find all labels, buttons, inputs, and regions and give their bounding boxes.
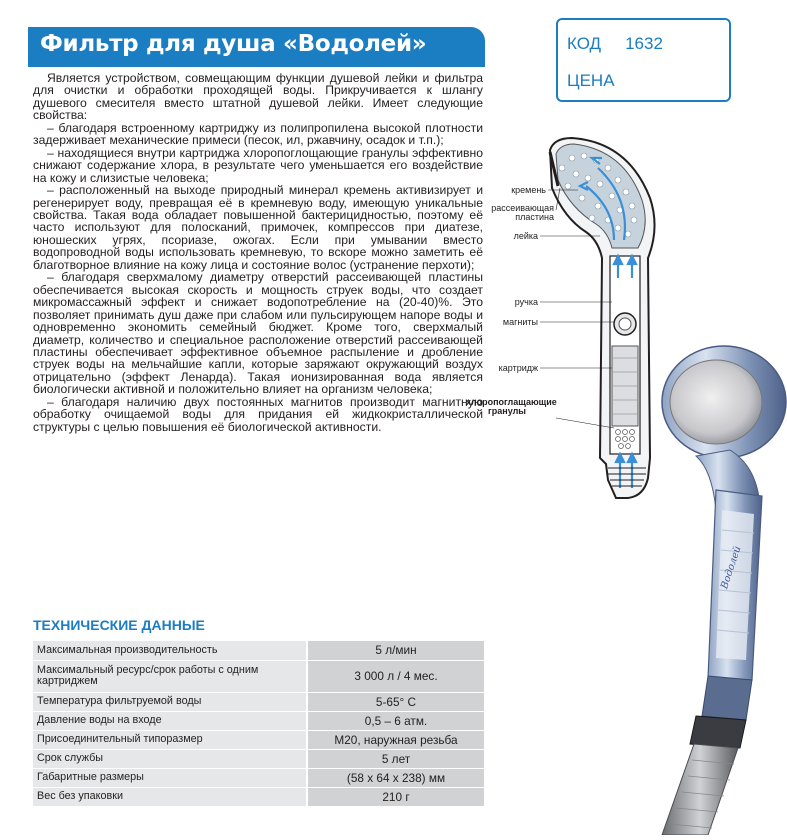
spec-label: Присоединительный типоразмер: [33, 730, 307, 749]
table-row: [33, 768, 484, 787]
code-label: КОД: [567, 34, 602, 53]
label-head: лейка: [513, 231, 538, 241]
specs-title: ТЕХНИЧЕСКИЕ ДАННЫЕ: [33, 617, 205, 633]
spec-label: Максимальный ресурс/срок работы с одним картриджем: [33, 660, 307, 692]
spec-label: Срок службы: [33, 749, 307, 768]
table-row: [33, 749, 484, 768]
code-value: 1632: [625, 34, 663, 53]
label-cartridge: картридж: [498, 363, 538, 373]
table-row: [33, 730, 484, 749]
label-handle: ручка: [514, 297, 538, 307]
code-line: [567, 34, 663, 54]
label-granules-2: гранулы: [488, 406, 526, 416]
spec-value: М20, наружная резьба: [307, 730, 484, 749]
spec-label: Габаритные размеры: [33, 768, 307, 787]
spec-label: Давление воды на входе: [33, 711, 307, 730]
spec-value: 0,5 – 6 атм.: [307, 711, 484, 730]
description-paragraph: Является устройством, совмещающим функции душевой лейки и фильтра для очистки и обработки проходящей воды. Прикручивается к шлангу душевого смесителя вместо штатной душевой лейки. Имеет следующие свойства:: [33, 71, 483, 123]
description-paragraph: – благодаря встроенному картриджу из полипропилена высокой плотности задерживает механические примеси (песок, ил, ржавчину, осадок и т.п.);: [33, 120, 483, 148]
spec-value: (58 х 64 х 238) мм: [307, 768, 484, 787]
price-label: ЦЕНА: [567, 71, 615, 90]
spec-label: Температура фильтруемой воды: [33, 692, 307, 711]
table-row: [33, 641, 484, 660]
table-row: [33, 692, 484, 711]
description-paragraph: – благодаря наличию двух постоянных магнитов производит магнитную обработку очищаемой воды для придания ей жидкокристаллической структуры с целью повышения её биологической активности.: [33, 394, 483, 434]
label-plate-1: рассеивающая: [491, 203, 554, 213]
description-paragraph: – расположенный на выходе природный минерал кремень активизирует и регенерирует воду, превращая её в кремневую воду, имеющую уникальные свойства. Такая вода обладает повышенной бактерицидностью, поэтому её часто используют для полосканий, примочек, компрессов при диатезе, юношеских угрях, псориазе, ожогах. Если при умывании вместо водопроводной воды использовать кремневую, то вскоре можно заметить её благотворное влияние на кожу лица и состояние волос (устранение перхоти);: [33, 183, 483, 272]
spec-value: 5 лет: [307, 749, 484, 768]
spec-label: Максимальная производительность: [33, 641, 307, 660]
spec-value: 5-65° С: [307, 692, 484, 711]
spec-value: 210 г: [307, 787, 484, 806]
label-magnets: магниты: [502, 317, 538, 327]
description-paragraph: – находящиеся внутри картриджа хлоропоглощающие гранулы эффективно снижают содержание хлора, в результате чего уменьшается его воздействие на кожу и слизистые человека;: [33, 145, 483, 185]
spec-value: 3 000 л / 4 мес.: [307, 660, 484, 692]
code-price-box: [556, 18, 731, 102]
description-paragraph: – благодаря сверхмалому диаметру отверстий рассеивающей пластины обеспечивается высокая скорость и мощность струек воды, что создает микромассажный эффект и снижает водопотребление на (20-40)%. Это позволяет принимать душ даже при слабом или пульсирующем напоре воды и одновременно экономить семейный бюджет. Кроме того, сверхмалый диаметр, количество и специальное расположение отверстий рассеивающей пластины обеспечивает эффективное объемное распыление и дробление струек воды на мельчайшие капли, которые заряжают окружающий воздух отрицательно (эффект Ленарда). Такая ионизированная вода является биологически активной и положительно влияет на организм человека;: [33, 270, 483, 397]
label-granules-1: хлоропоглащающие: [466, 397, 557, 407]
title-banner: [28, 27, 485, 67]
specs-table: [33, 641, 484, 807]
description: [33, 72, 483, 433]
label-plate-2: пластина: [515, 212, 554, 222]
table-row: [33, 660, 484, 692]
label-flint: кремень: [511, 185, 546, 195]
table-row: [33, 711, 484, 730]
page-title: Фильтр для душа «Водолей»: [40, 31, 427, 57]
product-photo: [612, 340, 787, 835]
spec-label: Вес без упаковки: [33, 787, 307, 806]
brand-text: Водолей: [719, 544, 744, 591]
table-row: [33, 787, 484, 806]
shower-head-illustration: [612, 340, 787, 835]
spec-value: 5 л/мин: [307, 641, 484, 660]
